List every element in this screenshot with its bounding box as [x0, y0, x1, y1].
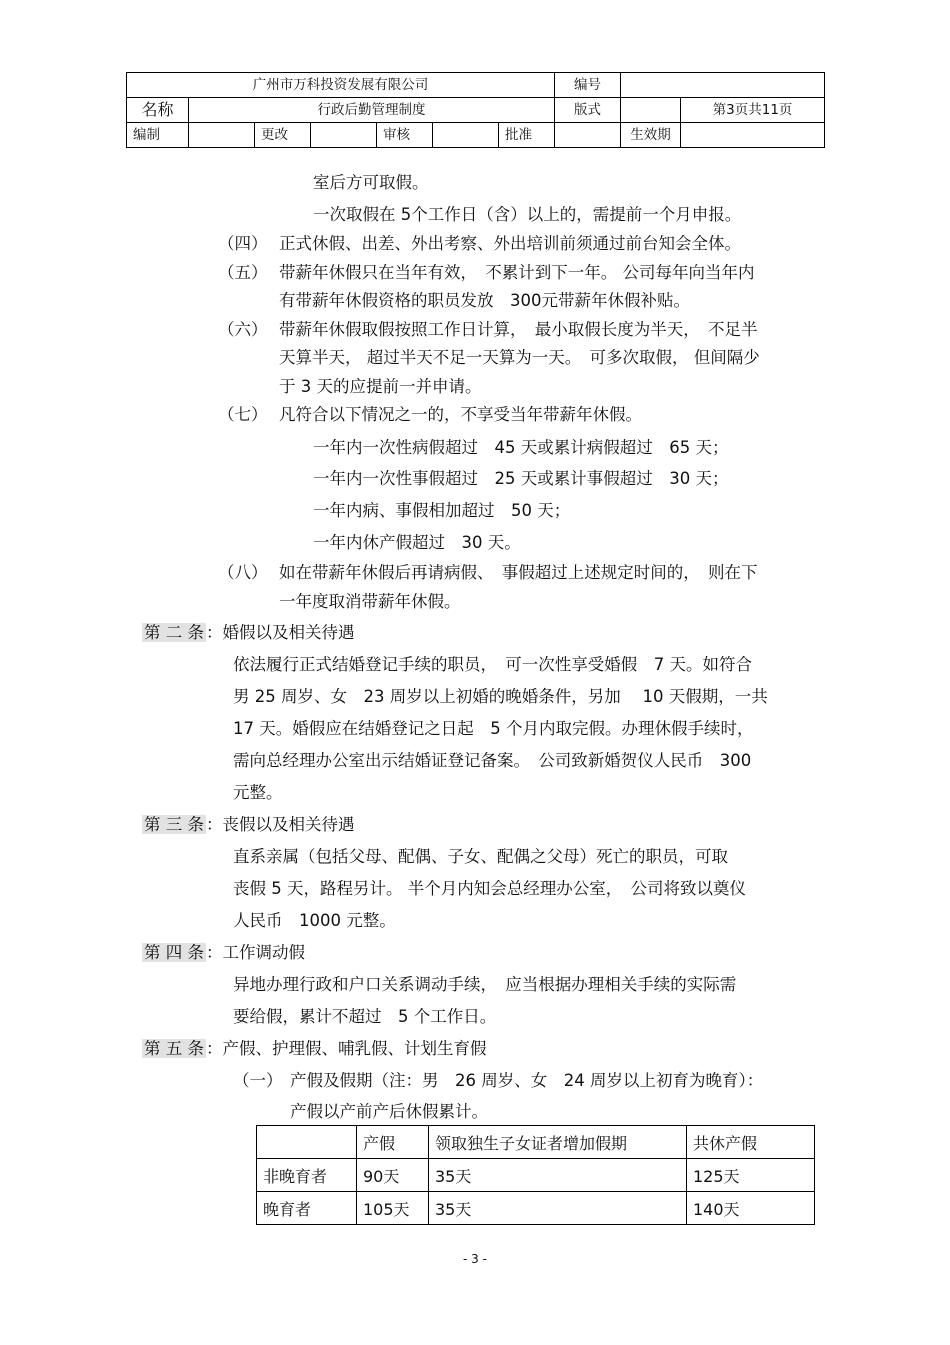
number-label: 编号 [555, 73, 621, 98]
approve-label: 批准 [499, 123, 555, 148]
table-cell: 35天 [429, 1192, 687, 1225]
body-line: 一年内病、事假相加超过 50 天； [313, 501, 571, 520]
article-heading [142, 943, 305, 963]
article-label: 第 四 条 [144, 943, 204, 962]
table-row [257, 1192, 815, 1225]
table-header-row [257, 1126, 815, 1159]
table-header-cell: 共休产假 [687, 1126, 815, 1159]
body-line: 有带薪年休假资格的职员发放 300元带薪年休假补贴。 [279, 291, 690, 310]
changed-label: 更改 [255, 123, 311, 148]
item-number: （一） [233, 1071, 283, 1090]
body-line: 一次取假在 5个工作日（含）以上的，需提前一个月申报。 [313, 205, 742, 224]
compiled-label: 编制 [127, 123, 189, 148]
maternity-leave-table [256, 1125, 815, 1225]
body-line: 天算半天， 超过半天不足一天算为一天。 可多次取假， 但间隔少 [279, 348, 760, 367]
format-value [621, 98, 681, 123]
body-line: 带薪年休假只在当年有效， 不累计到下一年。 公司每年向当年内 [279, 263, 755, 282]
article-title: ：丧假以及相关待遇 [206, 815, 355, 834]
body-line: 需向总经理办公室出示结婚证登记备案。 公司致新婚贺仪人民币 300 [233, 751, 752, 770]
table-cell: 140天 [687, 1192, 815, 1225]
item-number: （五） [218, 263, 268, 282]
body-line: 一年内休产假超过 30 天。 [313, 533, 521, 552]
article-heading [142, 623, 355, 643]
table-cell: 90天 [357, 1159, 429, 1192]
article-label: 第 五 条 [144, 1039, 204, 1058]
body-line: 直系亲属（包括父母、配偶、子女、配偶之父母）死亡的职员，可取 [233, 847, 728, 866]
review-value [433, 123, 499, 148]
effective-label: 生效期 [621, 123, 681, 148]
table-header-cell [257, 1126, 357, 1159]
effective-value [681, 123, 825, 148]
body-line: 产假以产前产后休假累计。 [290, 1102, 488, 1121]
format-label: 版式 [555, 98, 621, 123]
body-line: 一年内一次性事假超过 25 天或累计事假超过 30 天； [313, 469, 729, 488]
body-line: 产假及假期（注：男 26 周岁、女 24 周岁以上初育为晚育）： [290, 1071, 764, 1090]
page-number: - 3 - [463, 1252, 487, 1266]
document-title: 行政后勤管理制度 [189, 98, 555, 123]
body-line: 一年内一次性病假超过 45 天或累计病假超过 65 天； [313, 438, 729, 457]
compiled-value [189, 123, 255, 148]
item-number: （六） [218, 320, 268, 339]
body-line: 如在带薪年休假后再请病假、 事假超过上述规定时间的， 则在下 [279, 563, 758, 582]
body-line: 一年度取消带薪年休假。 [279, 592, 461, 611]
body-line: 要给假，累计不超过 5 个工作日。 [233, 1007, 497, 1026]
table-header-cell: 领取独生子女证者增加假期 [429, 1126, 687, 1159]
page-info: 第3页共11页 [681, 98, 825, 123]
article-heading [142, 1039, 487, 1059]
item-number: （七） [218, 405, 268, 424]
table-cell: 35天 [429, 1159, 687, 1192]
item-number: （四） [218, 234, 268, 253]
table-cell: 125天 [687, 1159, 815, 1192]
body-line: 男 25 周岁、女 23 周岁以上初婚的晚婚条件，另加 10 天假期，一共 [233, 687, 768, 706]
name-label: 名称 [127, 98, 189, 123]
item-number: （八） [218, 563, 268, 582]
company-name: 广州市万科投资发展有限公司 [127, 73, 555, 98]
article-heading [142, 815, 355, 835]
table-cell: 105天 [357, 1192, 429, 1225]
body-line: 人民币 1000 元整。 [233, 911, 396, 930]
table-row [257, 1159, 815, 1192]
article-label: 第 三 条 [144, 815, 204, 834]
body-line: 异地办理行政和户口关系调动手续， 应当根据办理相关手续的实际需 [233, 975, 737, 994]
table-cell: 非晚育者 [257, 1159, 357, 1192]
body-line: 元整。 [233, 783, 283, 802]
body-line: 带薪年休假取假按照工作日计算， 最小取假长度为半天， 不足半 [279, 320, 758, 339]
body-line: 于 3 天的应提前一并申请。 [279, 377, 482, 396]
article-title: ：婚假以及相关待遇 [206, 623, 355, 642]
article-title: ：工作调动假 [206, 943, 305, 962]
number-value [621, 73, 825, 98]
document-header-table [126, 72, 825, 148]
body-line: 丧假 5 天，路程另计。 半个月内知会总经理办公室， 公司将致以奠仪 [233, 879, 746, 898]
table-cell: 晚育者 [257, 1192, 357, 1225]
body-line: 凡符合以下情况之一的，不享受当年带薪年休假。 [279, 405, 642, 424]
body-line: 室后方可取假。 [313, 173, 429, 192]
table-header-cell: 产假 [357, 1126, 429, 1159]
changed-value [311, 123, 377, 148]
article-label: 第 二 条 [144, 623, 204, 642]
review-label: 审核 [377, 123, 433, 148]
body-line: 17 天。婚假应在结婚登记之日起 5 个月内取完假。办理休假手续时， [233, 719, 754, 738]
body-line: 正式休假、出差、外出考察、外出培训前须通过前台知会全体。 [279, 234, 741, 253]
article-title: ：产假、护理假、哺乳假、计划生育假 [206, 1039, 487, 1058]
body-line: 依法履行正式结婚登记手续的职员， 可一次性享受婚假 7 天。如符合 [233, 655, 752, 674]
approve-value [555, 123, 621, 148]
